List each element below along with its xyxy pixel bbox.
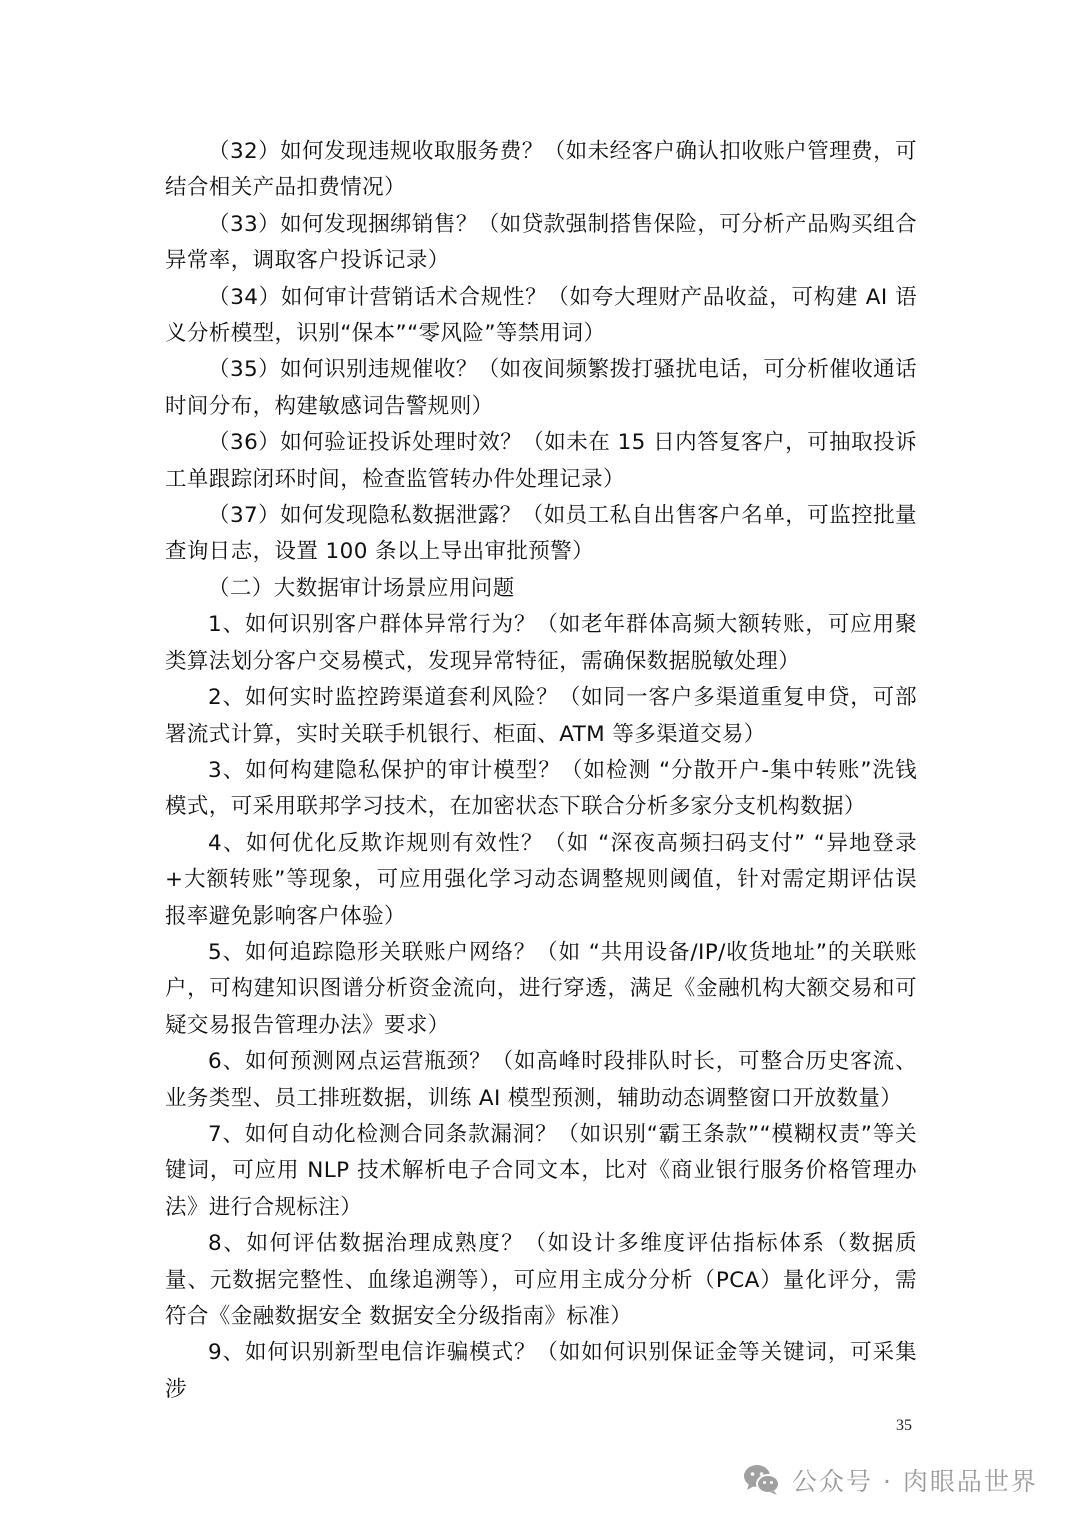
list-item-6: 6、如何预测网点运营瓶颈？（如高峰时段排队时长，可整合历史客流、业务类型、员工排班数据，训练 AI 模型预测，辅助动态调整窗口开放数量）: [165, 1049, 917, 1111]
watermark-text: 公众号 · 肉眼品世界: [792, 1467, 1038, 1496]
list-item-7: 7、如何自动化检测合同条款漏洞？（如识别“霸王条款”“模糊权责”等关键词，可应用 NLP 技术解析电子合同文本，比对《商业银行服务价格管理办法》进行合规标注）: [165, 1121, 917, 1220]
list-item-5: 5、如何追踪隐形关联账户网络？（如 “共用设备/IP/收货地址”的关联账户，可构建知识图谱分析资金流向，进行穿透，满足《金融机构大额交易和可疑交易报告管理办法》要求）: [165, 939, 917, 1038]
list-item-2: 2、如何实时监控跨渠道套利风险？（如同一客户多渠道重复申贷，可部署流式计算，实时关联手机银行、柜面、ATM 等多渠道交易）: [165, 685, 917, 747]
wechat-icon: [742, 1463, 782, 1497]
paragraph-34: （34）如何审计营销话术合规性？（如夸大理财产品收益，可构建 AI 语义分析模型，识别“保本”“零风险”等禁用词）: [165, 284, 917, 347]
paragraph-36: （36）如何验证投诉处理时效？（如未在 15 日内答复客户，可抽取投诉工单跟踪闭环时间，检查监管转办件处理记录）: [165, 430, 917, 492]
list-item-8: 8、如何评估数据治理成熟度？（如设计多维度评估指标体系（数据质量、元数据完整性、血缘追溯等），可应用主成分分析（PCA）量化评分，需符合《金融数据安全 数据安全分级指南》标准）: [165, 1231, 917, 1329]
page-number: 35: [896, 1417, 912, 1434]
paragraph-35: （35）如何识别违规催收？（如夜间频繁拨打骚扰电话，可分析催收通话时间分布，构建敏感词告警规则）: [165, 357, 917, 419]
list-item-1: 1、如何识别客户群体异常行为？（如老年群体高频大额转账，可应用聚类算法划分客户交易模式，发现异常特征，需确保数据脱敏处理）: [165, 612, 917, 674]
watermark: [742, 1462, 1038, 1498]
list-item-9: 9、如何识别新型电信诈骗模式？（如如何识别保证金等关键词，可采集涉: [165, 1340, 917, 1402]
paragraph-32: （32）如何发现违规收取服务费？（如未经客户确认扣收账户管理费，可结合相关产品扣费情况）: [165, 139, 917, 201]
paragraph-33: （33）如何发现捆绑销售？（如贷款强制搭售保险，可分析产品购买组合异常率，调取客户投诉记录）: [165, 211, 917, 274]
list-item-4: 4、如何优化反欺诈规则有效性？（如 “深夜高频扫码支付” “异地登录+大额转账”等现象，可应用强化学习动态调整规则阈值，针对需定期评估误报率避免影响客户体验）: [165, 830, 917, 929]
section-heading: （二）大数据审计场景应用问题: [208, 575, 515, 601]
paragraph-37: （37）如何发现隐私数据泄露？（如员工私自出售客户名单，可监控批量查询日志，设置 100 条以上导出审批预警）: [165, 503, 917, 565]
list-item-3: 3、如何构建隐私保护的审计模型？（如检测 “分散开户-集中转账”洗钱模式，可采用联邦学习技术，在加密状态下联合分析多家分支机构数据）: [165, 757, 917, 820]
document-body: [165, 134, 917, 1408]
